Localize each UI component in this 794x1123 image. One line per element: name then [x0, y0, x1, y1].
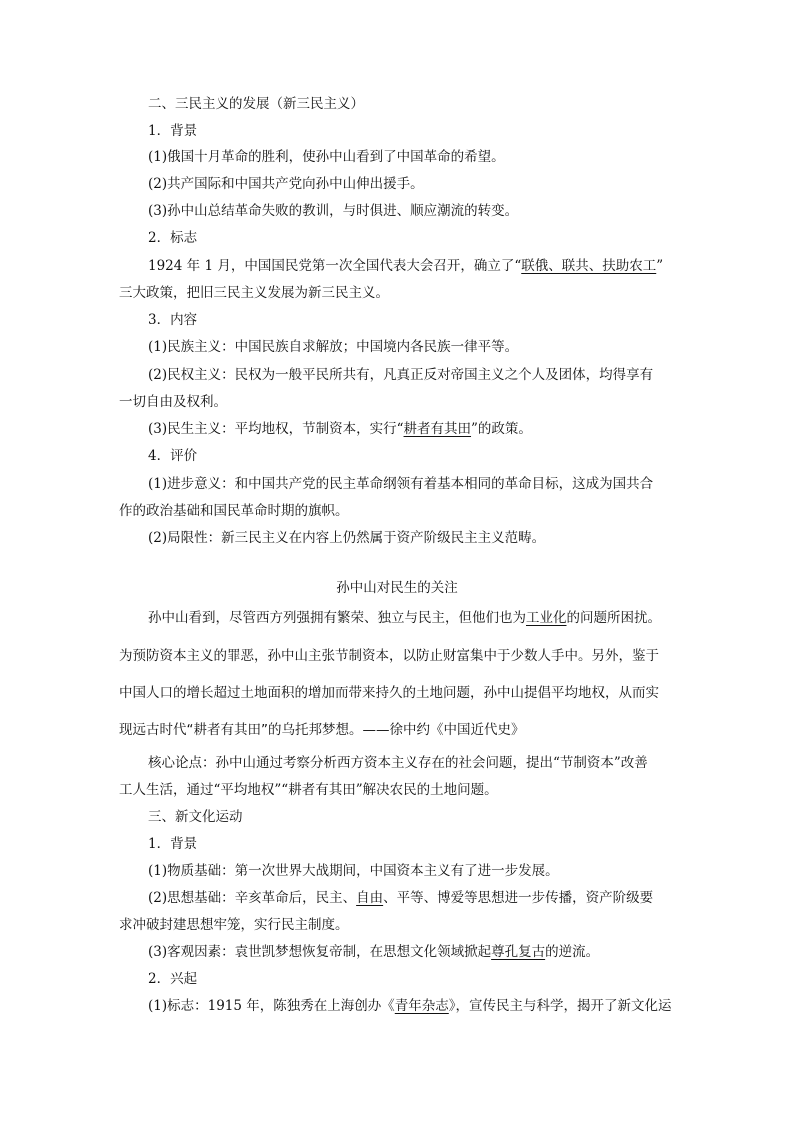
list-item: (3)孙中山总结革命失败的教训，与时俱进、顺应潮流的转变。 — [148, 203, 519, 219]
text: 的问题所困扰。 — [566, 610, 661, 626]
list-item-continuation: 一切自由及权利。 — [119, 394, 227, 410]
list-item: (1)进步意义：和中国共产党的民主革命纲领有着基本相同的革命目标，这成为国共合 — [148, 476, 654, 492]
text: 的逆流。 — [545, 944, 600, 960]
box-title: 孙中山对民生的关注 — [336, 580, 458, 596]
text: (1)标志：1915 年，陈独秀在上海创办《 — [148, 998, 395, 1014]
list-item: (2)共产国际和中国共产党向孙中山伸出援手。 — [148, 176, 424, 192]
text: (2)思想基础：辛亥革命后，民主、 — [148, 890, 357, 906]
quote-line: 中国人口的增长超过土地面积的增加而带来持久的土地问题，孙中山提倡平均地权，从而实 — [119, 685, 659, 701]
subsection-title: 1．背景 — [148, 836, 198, 852]
text: 、平等、博爱等思想进一步传播，资产阶级要 — [383, 890, 654, 906]
underlined-key-term: 联俄、联共、扶助农工 — [521, 258, 657, 274]
underlined-key-term: 工业化 — [526, 610, 567, 626]
subsection-title: 4．评价 — [148, 448, 198, 464]
text: ”的政策。 — [471, 421, 532, 437]
subsection-title: 2．标志 — [148, 230, 198, 246]
text: ” — [656, 258, 664, 274]
paragraph-line — [148, 256, 663, 276]
subsection-title: 3．内容 — [148, 312, 198, 328]
underlined-key-term: 尊孔复古 — [491, 944, 546, 960]
quote-line — [148, 608, 661, 628]
list-item: (2)局限性：新三民主义在内容上仍然属于资产阶级民主主义范畴。 — [148, 530, 546, 546]
underlined-key-term: 耕者有其田 — [403, 421, 472, 437]
list-item: (1)物质基础：第一次世界大战期间，中国资本主义有了进一步发展。 — [148, 863, 559, 879]
quote-line: 为预防资本主义的罪恶，孙中山主张节制资本，以防止财富集中于少数人手中。另外，鉴于 — [119, 648, 659, 664]
underlined-key-term: 青年杂志 — [394, 998, 449, 1014]
list-item — [148, 942, 599, 962]
subsection-title: 2．兴起 — [148, 971, 198, 987]
list-item — [148, 996, 672, 1016]
section-heading: 三、新文化运动 — [148, 809, 243, 825]
underlined-key-term: 自由 — [356, 890, 384, 906]
list-item-continuation: 求冲破封建思想牢笼，实行民主制度。 — [119, 917, 349, 933]
list-item: (2)民权主义：民权为一般平民所共有，凡真正反对帝国主义之个人及团体，均得享有 — [148, 367, 654, 383]
list-item: (1)俄国十月革命的胜利，使孙中山看到了中国革命的希望。 — [148, 149, 505, 165]
list-item — [148, 419, 532, 439]
text: (3)民生主义：平均地权，节制资本，实行“ — [148, 421, 404, 437]
core-argument-continuation: 工人生活，通过“平均地权”“耕者有其田”解决农民的土地问题。 — [119, 782, 498, 798]
core-argument: 核心论点：孙中山通过考察分析西方资本主义存在的社会问题，提出“节制资本”改善 — [148, 755, 648, 771]
section-heading: 二、三民主义的发展（新三民主义） — [148, 96, 364, 112]
list-item-continuation: 作的政治基础和国民革命时期的旗帜。 — [119, 503, 349, 519]
list-item: (1)民族主义：中国民族自求解放；中国境内各民族一律平等。 — [148, 339, 519, 355]
text: (3)客观因素：袁世凯梦想恢复帝制，在思想文化领域掀起 — [148, 944, 492, 960]
subsection-title: 1．背景 — [148, 123, 198, 139]
list-item — [148, 888, 653, 908]
text: 孙中山看到，尽管西方列强拥有繁荣、独立与民主，但他们也为 — [148, 610, 526, 626]
text: 》，宣传民主与科学，揭开了新文化运 — [448, 998, 672, 1014]
quote-line: 现远古时代“耕者有其田”的乌托邦梦想。——徐中约《中国近代史》 — [119, 722, 525, 738]
paragraph-line: 三大政策，把旧三民主义发展为新三民主义。 — [119, 285, 389, 301]
text: 1924 年 1 月，中国国民党第一次全国代表大会召开，确立了“ — [148, 258, 522, 274]
